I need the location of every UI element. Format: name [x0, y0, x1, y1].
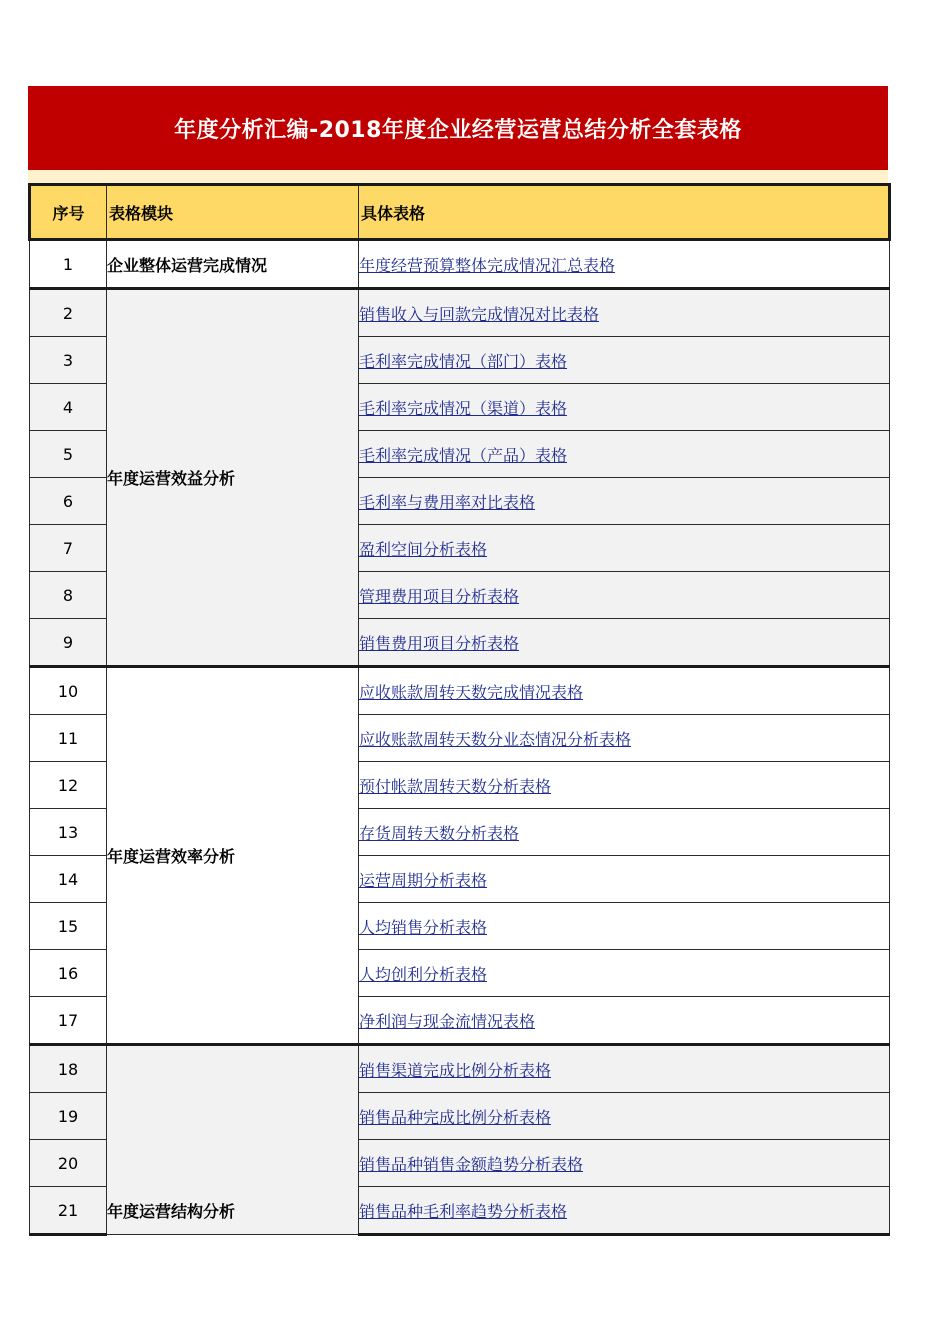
table-link-cell	[359, 478, 890, 525]
table-link-cell	[359, 809, 890, 856]
table-link[interactable]: 销售品种完成比例分析表格	[359, 1107, 552, 1127]
table-link[interactable]: 毛利率完成情况（渠道）表格	[359, 398, 568, 418]
row-number: 6	[30, 478, 107, 525]
table-row	[30, 240, 890, 289]
table-link[interactable]: 销售品种销售金额趋势分析表格	[359, 1154, 584, 1174]
module-cell: 年度运营效益分析	[107, 289, 359, 667]
row-number: 10	[30, 667, 107, 715]
table-link[interactable]: 销售品种毛利率趋势分析表格	[359, 1201, 568, 1221]
table-link-cell	[359, 762, 890, 809]
header-table: 具体表格	[359, 185, 890, 240]
row-number: 12	[30, 762, 107, 809]
row-number: 17	[30, 997, 107, 1045]
module-cell: 年度运营结构分析	[107, 1045, 359, 1235]
row-number: 3	[30, 337, 107, 384]
table-link-cell	[359, 950, 890, 997]
row-number: 14	[30, 856, 107, 903]
table-link-cell	[359, 1140, 890, 1187]
row-number: 21	[30, 1187, 107, 1235]
table-row	[30, 289, 890, 337]
row-number: 13	[30, 809, 107, 856]
table-link[interactable]: 运营周期分析表格	[359, 870, 488, 890]
row-number: 8	[30, 572, 107, 619]
table-link-cell	[359, 525, 890, 572]
table-link[interactable]: 人均创利分析表格	[359, 964, 488, 984]
table-link-cell	[359, 619, 890, 667]
table-link-cell	[359, 856, 890, 903]
table-link-cell	[359, 1093, 890, 1140]
row-number: 7	[30, 525, 107, 572]
table-link[interactable]: 毛利率与费用率对比表格	[359, 492, 536, 512]
table-link-cell	[359, 1045, 890, 1093]
table-link-cell	[359, 667, 890, 715]
table-link-cell	[359, 997, 890, 1045]
row-number: 20	[30, 1140, 107, 1187]
table-link-cell	[359, 572, 890, 619]
table-link[interactable]: 销售费用项目分析表格	[359, 633, 520, 653]
table-link[interactable]: 销售渠道完成比例分析表格	[359, 1060, 552, 1080]
row-number: 16	[30, 950, 107, 997]
table-link[interactable]: 毛利率完成情况（部门）表格	[359, 351, 568, 371]
table-link[interactable]: 应收账款周转天数完成情况表格	[359, 682, 584, 702]
table-link-cell	[359, 289, 890, 337]
table-link[interactable]: 预付帐款周转天数分析表格	[359, 776, 552, 796]
table-link[interactable]: 存货周转天数分析表格	[359, 823, 520, 843]
header-row	[30, 185, 890, 240]
row-number: 4	[30, 384, 107, 431]
summary-table	[28, 183, 891, 1236]
row-number: 19	[30, 1093, 107, 1140]
row-number: 5	[30, 431, 107, 478]
table-link-cell	[359, 240, 890, 289]
table-link[interactable]: 销售收入与回款完成情况对比表格	[359, 304, 600, 324]
module-cell: 年度运营效率分析	[107, 667, 359, 1045]
header-module: 表格模块	[107, 185, 359, 240]
table-link[interactable]: 盈利空间分析表格	[359, 539, 488, 559]
table-link-cell	[359, 384, 890, 431]
table-link[interactable]: 净利润与现金流情况表格	[359, 1011, 536, 1031]
row-number: 9	[30, 619, 107, 667]
table-row	[30, 667, 890, 715]
table-link-cell	[359, 431, 890, 478]
row-number: 18	[30, 1045, 107, 1093]
module-cell: 企业整体运营完成情况	[107, 240, 359, 289]
row-number: 2	[30, 289, 107, 337]
table-link[interactable]: 毛利率完成情况（产品）表格	[359, 445, 568, 465]
header-number: 序号	[30, 185, 107, 240]
row-number: 1	[30, 240, 107, 289]
table-link[interactable]: 人均销售分析表格	[359, 917, 488, 937]
row-number: 11	[30, 715, 107, 762]
table-link[interactable]: 应收账款周转天数分业态情况分析表格	[359, 729, 632, 749]
table-link-cell	[359, 715, 890, 762]
sheet-title: 年度分析汇编-2018年度企业经营运营总结分析全套表格	[28, 86, 888, 170]
row-number: 15	[30, 903, 107, 950]
table-link[interactable]: 年度经营预算整体完成情况汇总表格	[359, 255, 616, 275]
table-link-cell	[359, 337, 890, 384]
table-link-cell	[359, 1187, 890, 1235]
table-link-cell	[359, 903, 890, 950]
title-stripe	[28, 170, 888, 183]
table-row	[30, 1045, 890, 1093]
table-link[interactable]: 管理费用项目分析表格	[359, 586, 520, 606]
